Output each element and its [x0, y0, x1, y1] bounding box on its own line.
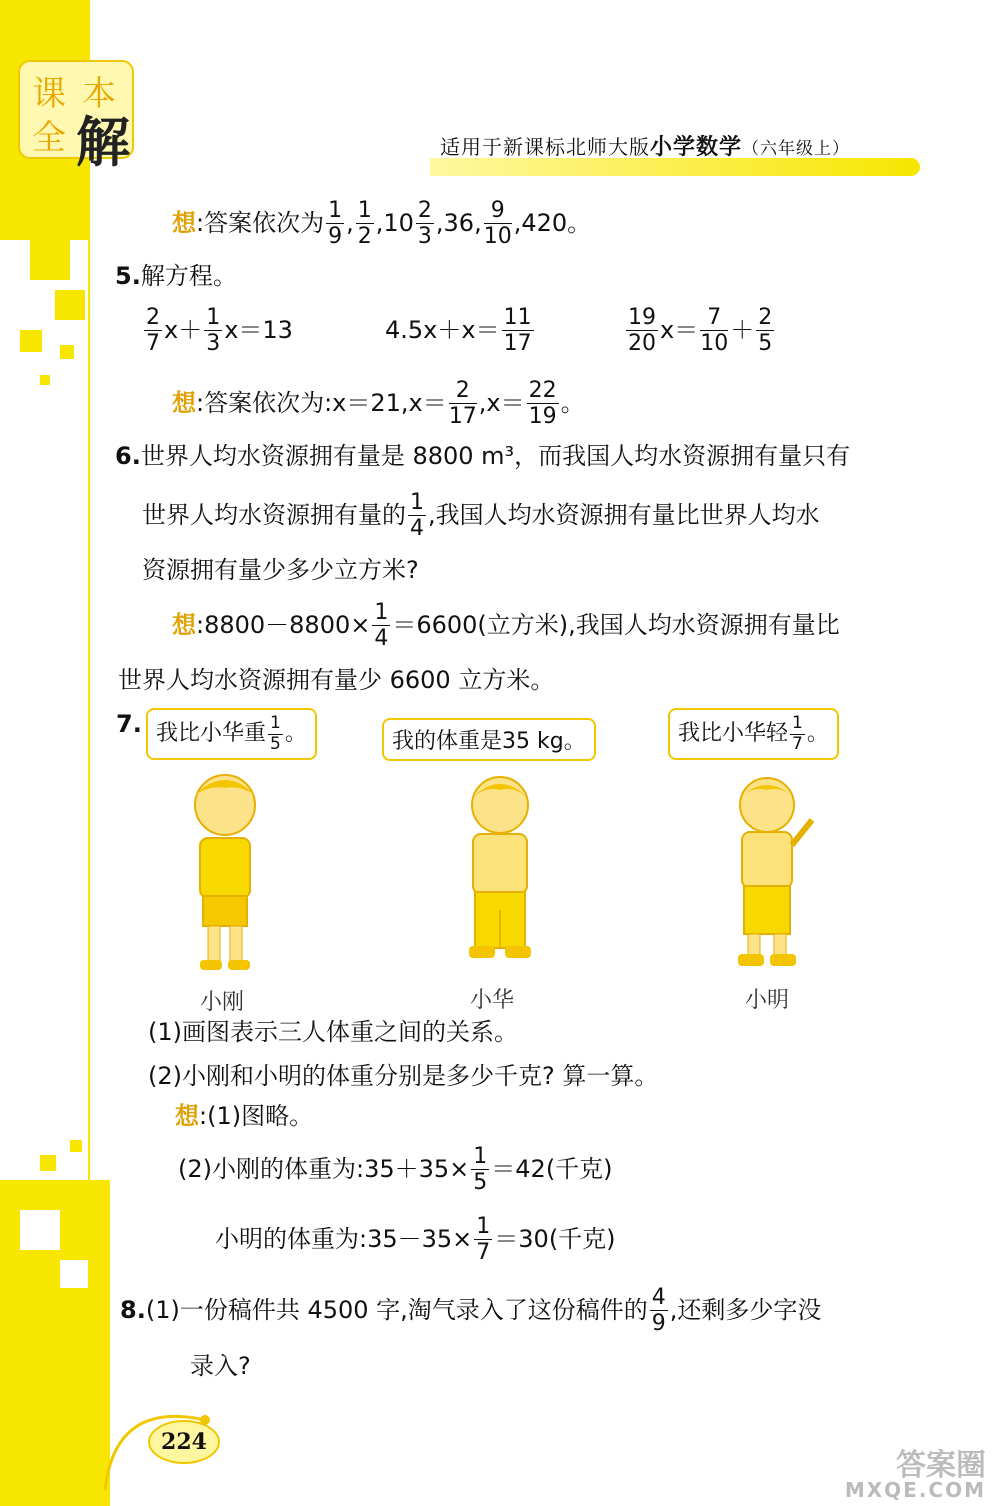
- header-edition: 适用于新课标北师大版: [440, 135, 650, 159]
- q7-answer-2: (2)小刚的体重为:35＋35× $\frac{1}{5}$ ＝42(千克): [178, 1144, 613, 1196]
- deco-square: [55, 290, 85, 320]
- q6-line-2: 世界人均水资源拥有量的 $\frac{1}{4}$ ,我国人均水资源拥有量比世界人均水: [142, 490, 820, 542]
- q6-line-1: 6.世界人均水资源拥有量是 8800 m³，而我国人均水资源拥有量只有: [115, 442, 851, 470]
- think-label: 想: [175, 1102, 199, 1130]
- page-number: 224: [148, 1420, 220, 1464]
- speech-bubble-xiaoming: 我比小华轻 $\frac{1}{7}$ 。: [668, 708, 839, 760]
- deco-square: [30, 240, 70, 280]
- boy-xiaohua-illustration: [445, 770, 555, 970]
- speech-bubble-xiaogang: 我比小华重 $\frac{1}{5}$ 。: [146, 708, 317, 760]
- q5-answer: 想:答案依次为:x＝21,x＝ $\frac{2}{17}$ ,x＝ $\frac{22}{19}$ 。: [172, 378, 585, 430]
- q6-answer-2: 世界人均水资源拥有量少 6600 立方米。: [118, 666, 555, 694]
- q8-line-2: 录入?: [190, 1352, 251, 1380]
- deco-square: [40, 1155, 56, 1171]
- header-subject: 小学数学: [650, 135, 743, 160]
- q7-part-2: (2)小刚和小明的体重分别是多少千克? 算一算。: [148, 1062, 659, 1090]
- margin-line: [88, 0, 90, 1506]
- q5-equation-3: $\frac{19}{20}$ x＝ $\frac{7}{10}$ ＋ $\frac{2}{5}$: [628, 305, 773, 357]
- q8-line-1: 8.(1)一份稿件共 4500 字,淘气录入了这份稿件的 $\frac{4}{9}$ ,还剩多少字没: [120, 1285, 822, 1337]
- boy-xiaoming-illustration: [712, 770, 832, 970]
- name-xiaogang: 小刚: [200, 990, 245, 1015]
- q5-equation-1: $\frac{2}{7}$ x＋ $\frac{1}{3}$ x＝13: [146, 305, 293, 357]
- q6-answer-1: 想:8800－8800× $\frac{1}{4}$ ＝6600(立方米),我国人均水资源拥有量比: [172, 600, 840, 652]
- speech-bubble-xiaohua: 我的体重是35 kg。: [382, 718, 596, 761]
- q5-equation-2: 4.5x＋x＝ $\frac{11}{17}$: [385, 305, 532, 357]
- q6-line-3: 资源拥有量少多少立方米?: [142, 556, 419, 584]
- think-label: 想: [172, 610, 196, 639]
- running-header: [440, 130, 850, 161]
- book-logo: [18, 60, 133, 174]
- q5-heading: 5.解方程。: [115, 262, 237, 290]
- deco-square: [20, 330, 42, 352]
- think-label: 想: [172, 388, 196, 417]
- name-xiaoming: 小明: [745, 988, 790, 1013]
- watermark-url: MXQE.COM: [844, 1478, 986, 1502]
- q7-answer-3: 小明的体重为:35－35× $\frac{1}{7}$ ＝30(千克): [215, 1214, 616, 1266]
- deco-square: [60, 1260, 88, 1288]
- q7-answer-1: 想:(1)图略。: [175, 1102, 314, 1130]
- think-label: 想: [172, 208, 196, 237]
- deco-square: [40, 375, 50, 385]
- logo-char: 课: [32, 74, 66, 114]
- deco-square: [70, 1140, 82, 1152]
- deco-square: [60, 345, 74, 359]
- name-xiaohua: 小华: [470, 988, 515, 1013]
- watermark-logo: 答案圈: [896, 1448, 986, 1483]
- logo-char: 本: [82, 74, 116, 114]
- boy-xiaogang-illustration: [170, 770, 280, 980]
- q4-answer: 想:答案依次为 $\frac{1}{9}$ , $\frac{1}{2}$ ,10 $\frac{2}{3}$ ,36, $\frac{9}{10}$ ,420。: [172, 198, 592, 250]
- deco-square: [20, 1210, 60, 1250]
- q7-number: 7.: [116, 710, 142, 738]
- logo-char: 解: [76, 111, 130, 174]
- logo-char: 全: [32, 118, 66, 158]
- q7-part-1: (1)画图表示三人体重之间的关系。: [148, 1018, 518, 1046]
- header-grade: （六年级上）: [742, 139, 851, 159]
